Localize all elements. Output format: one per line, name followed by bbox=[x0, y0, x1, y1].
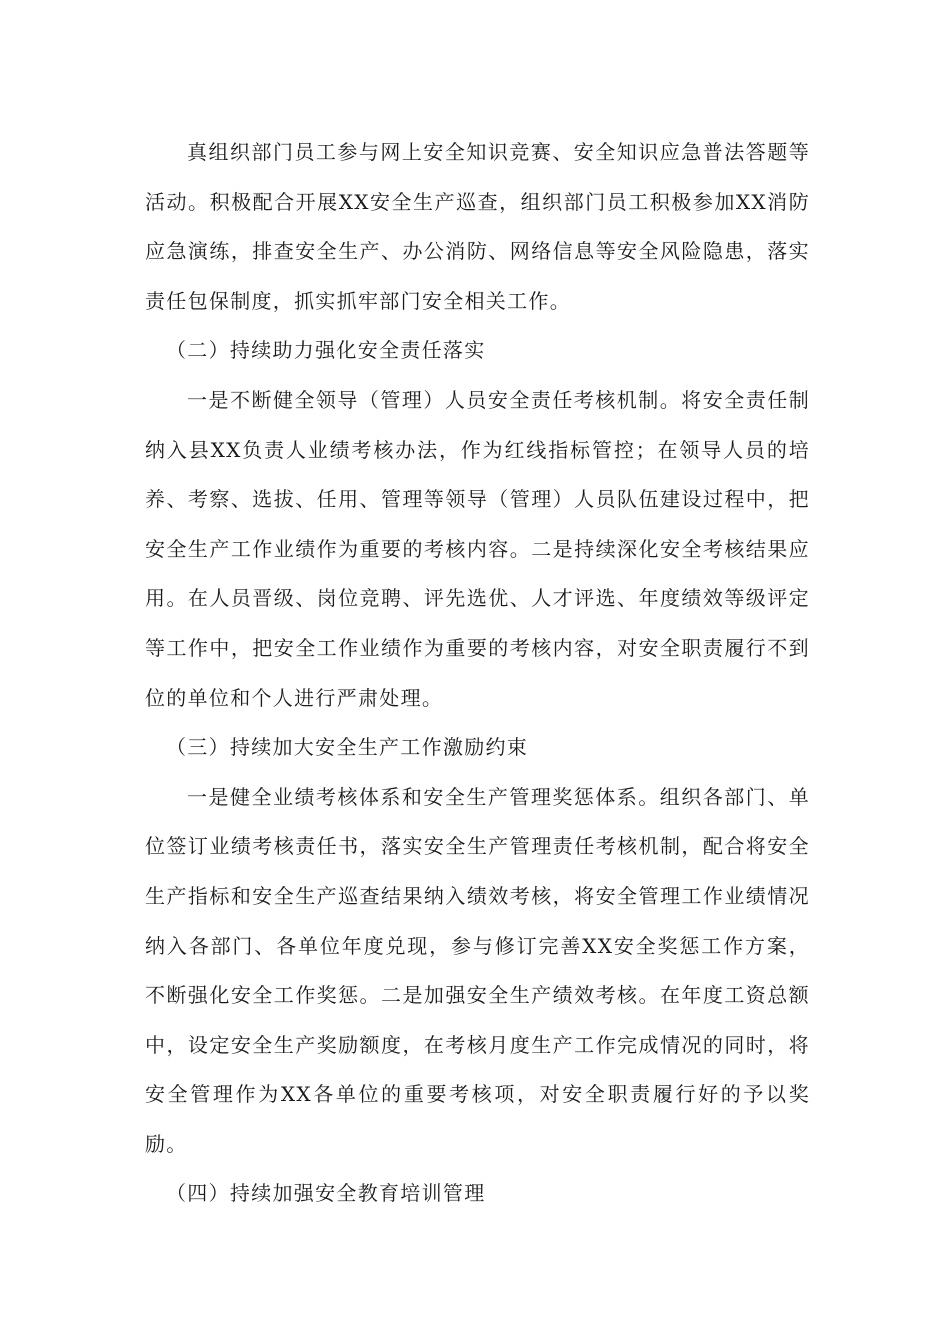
paragraph-responsibility: 一是不断健全领导（管理）人员安全责任考核机制。将安全责任制纳入县XX负责人业绩考核办法，作为红线指标管控；在领导人员的培养、考察、选拔、任用、管理等领导（管理）人员队伍建设过程中，把安全生产工作业绩作为重要的考核内容。二是持续深化安全考核结果应用。在人员晋级、岗位竞聘、评先选优、人才评选、年度绩效等级评定等工作中，把安全工作业绩作为重要的考核内容，对安全职责履行不到位的单位和个人进行严肃处理。 bbox=[145, 387, 810, 710]
section-heading-4: （四）持续加强安全教育培训管理 bbox=[166, 1181, 486, 1206]
section-heading-2: （二）持续助力强化安全责任落实 bbox=[166, 338, 486, 363]
paragraph-incentives: 一是健全业绩考核体系和安全生产管理奖惩体系。组织各部门、单位签订业绩考核责任书，落实安全生产管理责任考核机制，配合将安全生产指标和安全生产巡查结果纳入绩效考核，将安全管理工作业绩情况纳入各部门、各单位年度兑现，参与修订完善XX安全奖惩工作方案，不断强化安全工作奖惩。二是加强安全生产绩效考核。在年度工资总额中，设定安全生产奖励额度，在考核月度生产工作完成情况的同时，将安全管理作为XX各单位的重要考核项，对安全职责履行好的予以奖励。 bbox=[145, 784, 810, 1156]
paragraph-safety-activities: 真组织部门员工参与网上安全知识竞赛、安全知识应急普法答题等活动。积极配合开展XX安全生产巡查，组织部门员工积极参加XX消防应急演练，排查安全生产、办公消防、网络信息等安全风险隐患，落实责任包保制度，抓实抓牢部门安全相关工作。 bbox=[145, 140, 810, 313]
section-heading-3: （三）持续加大安全生产工作激励约束 bbox=[166, 735, 529, 760]
document-body bbox=[145, 128, 810, 1219]
